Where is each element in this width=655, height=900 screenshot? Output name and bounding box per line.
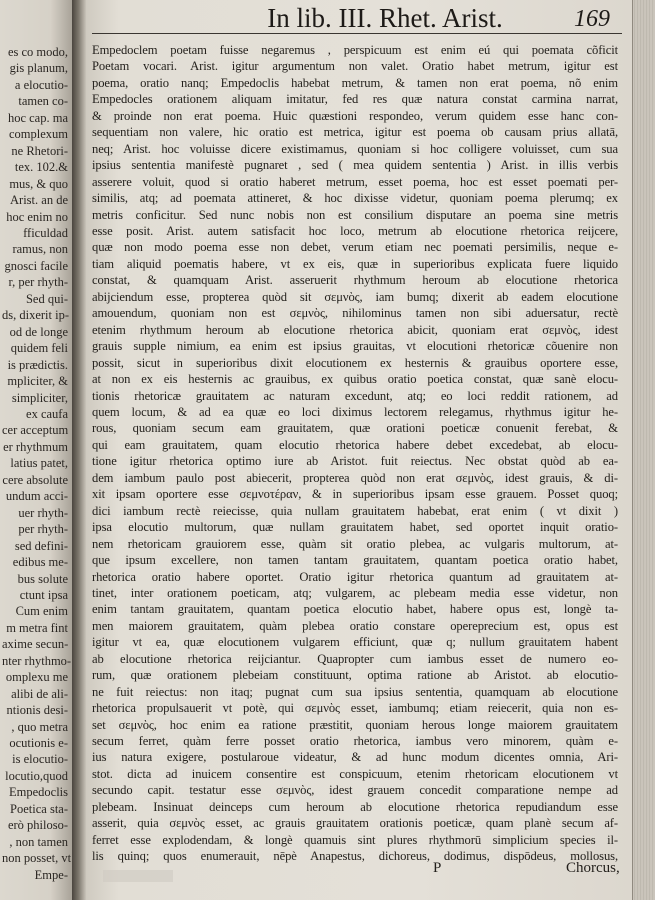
left-page-line: ds, dixerit ip- — [2, 308, 70, 323]
text-line: set σεμνὸς, hoc enim ea ratione præstitit, quoniam herous longe maiorem grauitatem — [92, 717, 618, 732]
left-page-line: is elocutio- — [12, 752, 68, 767]
left-page-line: alibi de ali- — [11, 686, 68, 701]
left-page-line: per rhyth- — [18, 522, 68, 537]
left-page-line: simpliciter, — [11, 390, 68, 405]
left-page-line: Empe- — [34, 867, 68, 882]
left-page-text-column — [2, 44, 72, 883]
left-page-line: fficuldad — [23, 225, 68, 240]
left-page-line: locutio,quod — [5, 768, 68, 783]
left-page-line: Arist. an de — [10, 193, 68, 208]
text-line: ipsius sententia manifestè pugnaret , sed ( mea quidem sententia ) Arist. in illis verbis — [92, 158, 618, 173]
text-line: Poetam vocari. Arist. igitur argumentum non valet. Oratio habet metrum, igitur est — [92, 59, 618, 74]
left-page-line: cer acceptum — [2, 423, 69, 438]
text-line: ne fuit reiectus: non itaq; pugnat cum sua ipsius sententia, quamquam ab elocutione — [92, 684, 618, 699]
text-line: rhetorica propulsauerit vt potè, qui σεμνὸς esset, iambumq; etiam reiecerit, quia non es- — [92, 701, 618, 716]
text-line: & proinde non erat poema. Huic quæstioni respondeo, verum quidem esse hanc con- — [92, 108, 618, 123]
left-page-line: ocutionis e- — [9, 736, 68, 751]
text-line: stot. dicta ad inuicem consentire est conspicuum, etenim rhetoricam elocutionem vt — [92, 766, 618, 781]
left-page-line: od de longe — [9, 324, 68, 339]
text-line: amouendum, quoniam non est σεμνὸς, nihilominus tamen non sibi aduersatur, rectè — [92, 306, 618, 321]
left-page-line: , quo metra — [11, 719, 68, 734]
text-line: plebeam. Insinuat deinceps cum heroum ab elocutione rhetorica repudiandum esse — [92, 799, 618, 814]
text-line: secundo capit. testatur esse σεμνὸς, idest grauem concedit comparatione nempe ad — [92, 783, 618, 798]
left-page-line: Cum enim — [15, 604, 68, 619]
text-line: igitur vt ea, quæ elocutionem vulgarem efficiunt, quæ q; nullum grauitatem habent — [92, 635, 618, 650]
text-line: tione igitur rhetorica optimo iure ab Aristot. fuit reiectus. Nec obstat quòd ab ea- — [92, 454, 618, 469]
left-page-line: ne Rhetori- — [11, 143, 68, 158]
left-page-line: omplexu me — [5, 670, 68, 685]
text-line: ius natura exigere, postularoue videatur, & ad hunc modum dicentes omnia, Ari- — [92, 750, 618, 765]
left-page-line: Empedoclis — [8, 785, 68, 800]
main-text-block — [92, 42, 618, 865]
left-page-line: mus, & quo — [9, 176, 68, 191]
text-line: xit ipsam oportere esse σεμνοτέραν, & in superioribus ipsam esse grauem. Posset quoq; — [92, 487, 618, 502]
page-edges — [632, 0, 655, 900]
text-line: Empedoclem poetam fuisse negaremus , perspicuum est enim eú qui poemata cõficit — [92, 43, 618, 57]
book-gutter — [72, 0, 86, 900]
left-page-line: bus solute — [17, 571, 68, 586]
text-line: poema, oratio nanq; Empedoclis habebat metrum, & tamen non erat poema, nõ enim — [92, 75, 618, 90]
left-page-line: cere absolute — [2, 472, 68, 487]
text-line: tiam aliquid poematis habere, vt ex eis, quæ in superioribus explicata fuere liquido — [92, 256, 618, 271]
text-line: rous, quoniam secum eam grauitatem, quæ orationi poeticæ conuenit ferebat, & — [92, 421, 618, 436]
left-page-line: mpliciter, & — [7, 374, 68, 389]
left-page-line: a elocutio- — [14, 77, 68, 92]
header-rule — [92, 33, 622, 34]
text-line: asserere voluit, quod si oratio haberet metrum, esset poema, hoc est esset poemati per- — [92, 174, 618, 189]
text-line: rhetorica oratio habere oportet. Oratio igitur rhetorica quantum ad grauitatem at- — [92, 569, 618, 584]
signature-mark: P — [433, 860, 442, 876]
text-line: nem rhetoricam grauiorem esse, quàm sit oratio plebea, ac vulgaris multorum, at- — [92, 536, 618, 551]
left-page-line: hoc cap. ma — [7, 110, 68, 125]
text-line: etenim rhythmum heroum ab elocutione rhetorica abicit, quoniam erat σεμνὸς, idest — [92, 322, 618, 337]
left-page-line: hoc enim no — [6, 209, 68, 224]
text-line: men maiorem grauitatem, quàm plebea oratio constare opereprecium est, opus est — [92, 618, 618, 633]
left-page-line: gis planum, — [9, 61, 68, 76]
text-line: tionis rhetoricæ grauitatem ac naturam excedunt, atq; eo loci reddit rationem, ad — [92, 388, 618, 403]
left-page-line: tamen co- — [18, 94, 68, 109]
left-page-line: edibus me- — [12, 555, 68, 570]
page-number: 169 — [574, 6, 610, 32]
text-line: Empedocles orationem aliquam imitatur, fed res quæ natura constat carmina narrat, — [92, 92, 618, 107]
left-page-line: erò philoso- — [7, 818, 68, 833]
text-line: ferret esse explodendam, & longè quamuis sint plures rhythmorū simplicium species il- — [92, 832, 618, 847]
left-page-line: ramus, non — [12, 242, 68, 257]
left-page-line: gnosci facile — [4, 258, 68, 273]
smudge-mark — [103, 870, 173, 882]
left-page-line: undum acci- — [5, 489, 68, 504]
left-page-line: quidem feli — [10, 341, 68, 356]
text-line: enim tantam grauitatem, quantam poetica elocutio habet, habere opus est, longè ta- — [92, 602, 618, 617]
left-page-line: ctunt ipsa — [19, 587, 68, 602]
text-line: quem locum, & ad ea quæ eo loci diximus lectorem relegamus, rhythmus igitur he- — [92, 404, 618, 419]
text-line: asserit, quia σεμνὸς esset, ac grauis grauitatem orationis poeticæ, quam planè secum af- — [92, 816, 618, 831]
left-page-line: non posset, vt — [2, 851, 72, 866]
left-page-line: m metra fint — [6, 620, 68, 635]
text-line: dem iambum paulo post abiecerit, propterea quòd non erat σεμνὸς, idest grauis, & di- — [92, 470, 618, 485]
text-line: neq; Arist. hoc voluisse dicere existimamus, quoniam si hoc colligere voluisset, cum sua — [92, 141, 618, 156]
text-line: lis quinq; quos enumerauit, nēpè Anapestus, dichoreus, dodimus, dispōdeus, mollosus, — [92, 849, 618, 864]
text-line: quæ non modo poema esse non debet, verum etiam nec poemati persimilis, neque e- — [92, 240, 618, 255]
left-page-line: latius patet, — [10, 456, 68, 471]
left-page-line: r, per rhyth- — [8, 275, 68, 290]
text-line: secum ferret, quàm ferre posset oratio rhetorica, iambus vero minorem, quàm e- — [92, 734, 618, 749]
left-page-line: is prædictis. — [7, 357, 68, 372]
left-page-line: Sed qui- — [25, 291, 68, 306]
left-page-line: sed defini- — [14, 538, 68, 553]
running-head: In lib. III. Rhet. Arist. — [267, 3, 503, 33]
left-page-line: er rhythmum — [3, 439, 68, 454]
text-line: abijciendum esse, propterea quòd sit σεμνὸς, iam bumq; dixerit ab eadem elocutione — [92, 289, 618, 304]
left-page-line: complexum — [8, 127, 68, 142]
text-line: ipsa elocutio multorum, quæ nullam grauitatem habet, sed oportet inquit oratio- — [92, 520, 618, 535]
text-line: sequentiam non valere, hic oratio est metrica, igitur est poema ob causam prius allatā, — [92, 125, 618, 140]
left-page-line: uer rhyth- — [18, 505, 68, 520]
left-page-line: ntionis desi- — [6, 703, 68, 718]
left-page-line: es co modo, — [7, 45, 68, 59]
text-line: grauis supple nimium, ea enim est ipsius grauitas, vt elocutioni rhetoricæ cõuenire non — [92, 339, 618, 354]
text-line: similis, atq; ad poemata attineret, & hoc dixisse videtur, quoniam poema plerumq; ex — [92, 191, 618, 206]
left-page-line: Poetica sta- — [10, 801, 68, 816]
text-line: ab elocutione rhetorica reijciantur. Quapropter cum iambus esset de numero eo- — [92, 651, 618, 666]
left-page-line: , non tamen — [9, 834, 68, 849]
left-page-line: nter rhythmo- — [2, 653, 72, 668]
left-page-line: ex caufa — [26, 406, 68, 421]
catchword: Chorcus, — [566, 860, 620, 876]
text-line: rum, quæ orationem plebeiam constituunt, optima ratione ab Aristot. ab elocutio- — [92, 668, 618, 683]
left-page-line: tex. 102.& — [14, 160, 68, 175]
left-page — [0, 0, 72, 900]
text-line: dici iambum rectè reiecisse, quia nullam grauitatem habebat, erat enim ( vt dixit ) — [92, 503, 618, 518]
text-line: esse posit. Arist. autem satisfacit hoc loco, metrum ab elocutione rhetorica reijcere, — [92, 223, 618, 238]
text-line: constat, & quamquam Arist. asseruerit rhythmum heroum ab elocutione rhetorica — [92, 273, 618, 288]
text-line: qui eam grauitatem, quam elocutio rhetorica habere debet excedebat, ab elocu- — [92, 437, 618, 452]
text-line: possit, sicut in superioribus dixit elocutionem ex hesternis & grauibus oportere esse, — [92, 355, 618, 370]
text-line: que ipsum excellere, non tamen tantam grauitatem, quantam poetica oratio habet, — [92, 553, 618, 568]
text-line: metris conficitur. Sed nunc nobis non est consilium disputare an poema sine metris — [92, 207, 618, 222]
text-line: at non ex eis hesternis ac grauibus, ex quibus oratio poetica constat, quæ sanè elocu- — [92, 372, 618, 387]
left-page-line: axime secun- — [2, 637, 69, 652]
text-line: tinet, inter orationem poeticam, atq; vulgarem, ac plebeam media esse videtur, non — [92, 585, 618, 600]
